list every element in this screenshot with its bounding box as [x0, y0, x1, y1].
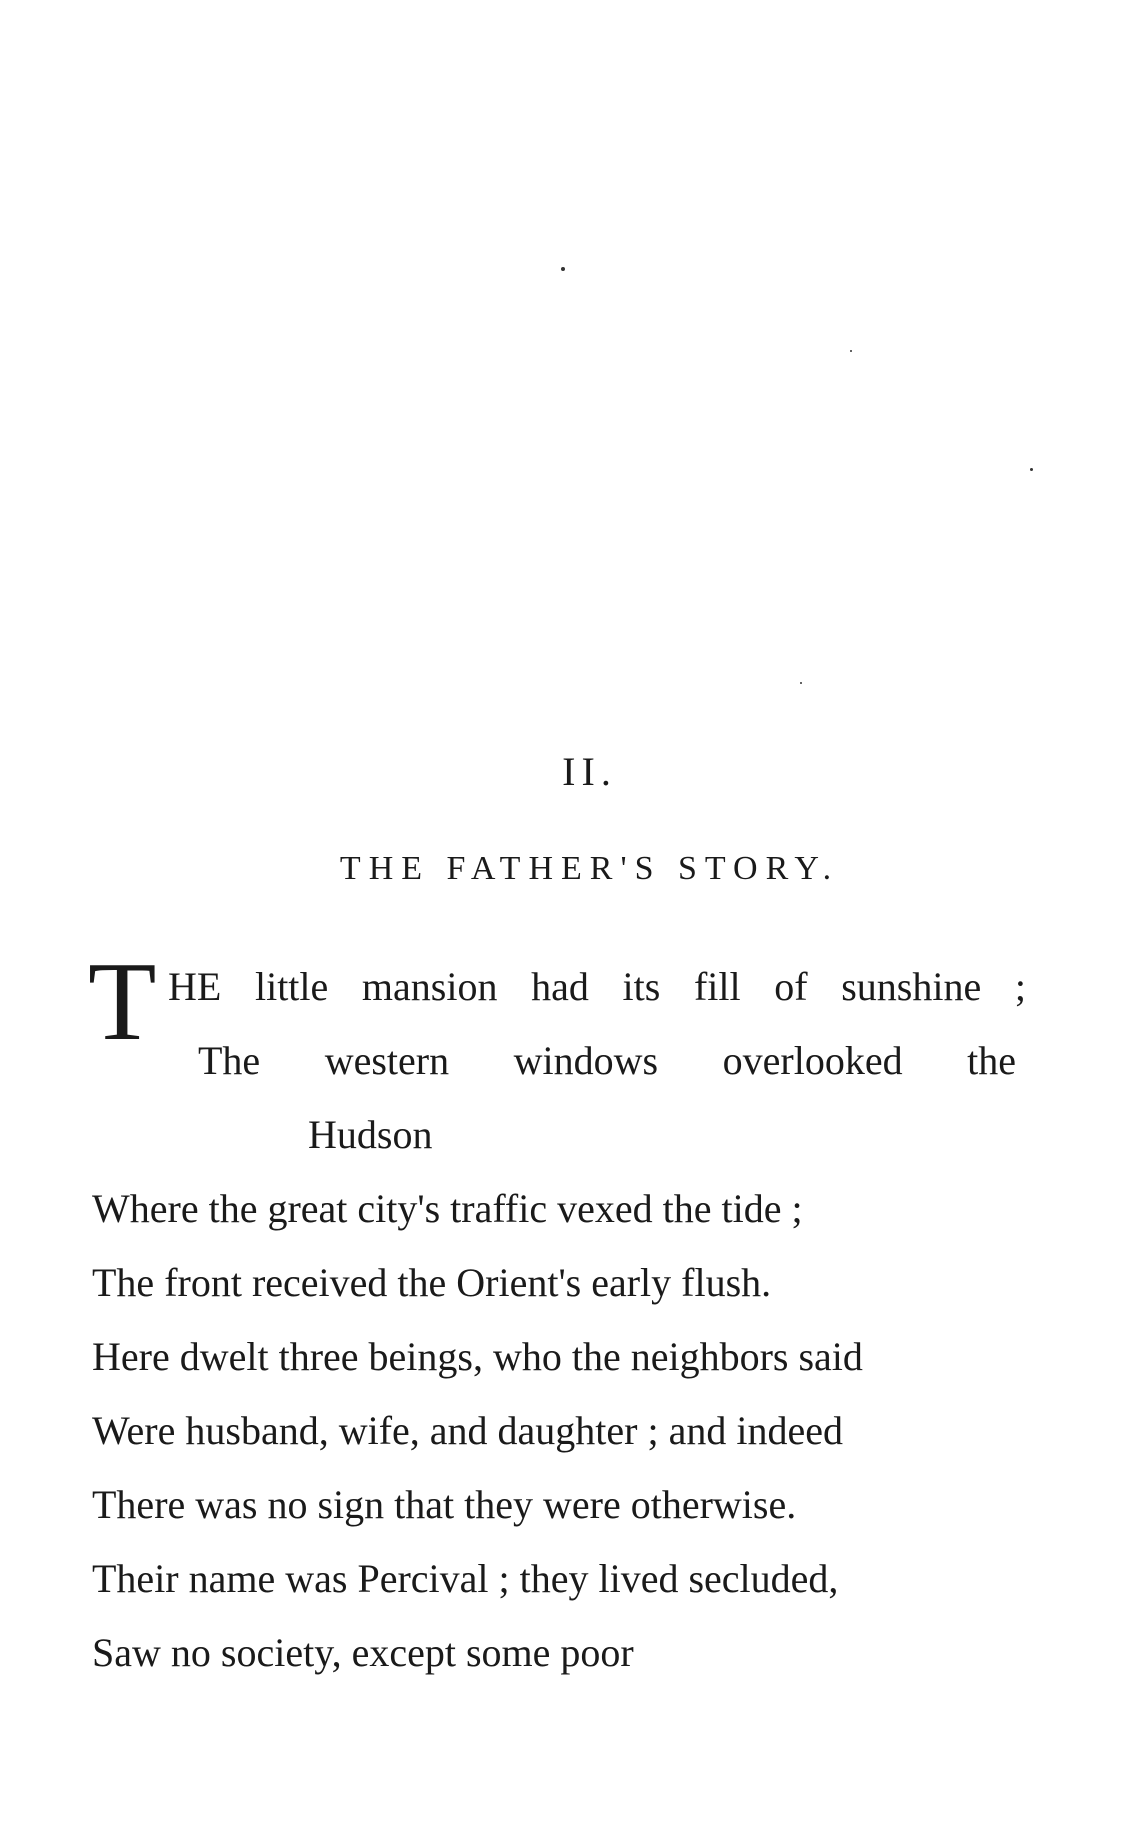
- verse-line: Here dwelt three beings, who the neighbors said: [92, 1334, 863, 1379]
- chapter-title: THE FATHER'S STORY.: [339, 850, 840, 887]
- verse-line: Hudson: [308, 1112, 433, 1157]
- speck-mark: [1030, 468, 1033, 471]
- verse-line: There was no sign that they were otherwise.: [92, 1482, 797, 1527]
- verse-line: The western windows overlooked the: [198, 1038, 1016, 1083]
- verse-line: Were husband, wife, and daughter ; and indeed: [92, 1408, 843, 1453]
- verse-line: Where the great city's traffic vexed the tide ;: [92, 1186, 803, 1231]
- verse-line: The front received the Orient's early flush.: [92, 1260, 772, 1305]
- speck-mark: [800, 682, 802, 684]
- chapter-number: II.: [562, 749, 617, 794]
- speck-mark: [850, 350, 852, 352]
- verse-line: Their name was Percival ; they lived secluded,: [92, 1556, 839, 1601]
- drop-cap: T: [88, 940, 157, 1064]
- speck-mark: [561, 267, 565, 271]
- verse-line: HE little mansion had its fill of sunshine ;: [168, 964, 1026, 1009]
- verse-line: Saw no society, except some poor: [92, 1630, 634, 1675]
